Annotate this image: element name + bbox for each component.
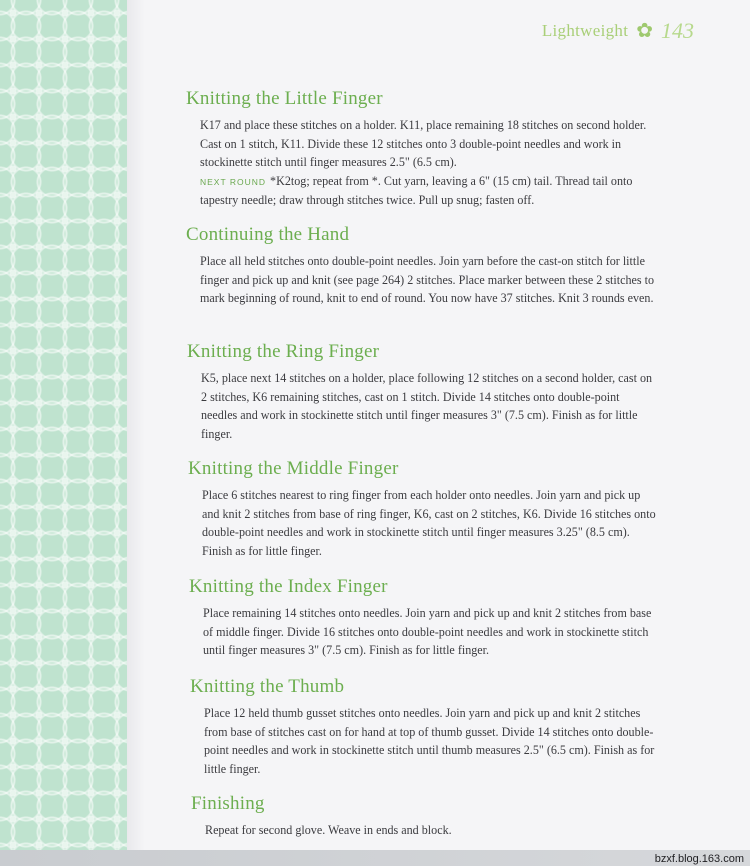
section-heading: Finishing — [191, 793, 265, 814]
section-ring-finger — [187, 341, 657, 443]
next-round-paragraph — [186, 172, 656, 210]
section-finishing — [191, 793, 661, 840]
running-title: Lightweight — [541, 21, 629, 40]
section-paragraph: Place all held stitches onto double-point needles. Join yarn before the cast-on stitch for little finger and pick up and knit (see page 264) 2 stitches. Place marker between these 2 stitches to mark beginning of round, knit to end of round. You now have 37 stitches. Knit 3 rounds even. — [200, 254, 655, 306]
next-round-text: *K2tog; repeat from *. Cut yarn, leaving a 6" (15 cm) tail. Thread tail onto tapestry needle; draw through stitches twice. Pull up snug; fasten off. — [200, 173, 633, 208]
section-heading: Knitting the Ring Finger — [187, 341, 380, 362]
section-paragraph: K5, place next 14 stitches on a holder, place following 12 stitches on a second holder, cast on 2 stitches, K6 remaining stitches, cast on 1 stitch. Divide 14 stitches onto double-point needles and work in stockinette stitch until finger measures 3" (7.5 cm). Finish as for little finger. — [201, 371, 653, 441]
section-middle-finger — [188, 458, 658, 560]
watermark: bzxf.blog.163.com — [654, 853, 744, 865]
decorative-pattern-band — [0, 0, 127, 866]
flower-icon: ✿ — [636, 20, 653, 42]
section-heading: Knitting the Index Finger — [189, 576, 388, 597]
section-paragraph: Place 6 stitches nearest to ring finger from each holder onto needles. Join yarn and pick up and knit 2 stitches from base of ring finger, K6, cast on 2 stitches, K6. Divide 16 stitches onto double-point needles and work in stockinette stitch until finger measures 3.25" (8.5 cm). Finish as for little finger. — [202, 488, 656, 558]
page-header — [542, 18, 694, 44]
section-paragraph: Place remaining 14 stitches onto needles. Join yarn and pick up and knit 2 stitches from base of middle finger. Divide 16 stitches onto double-point needles and work in stockinette stitch until finger measures 3" (7.5 cm). Finish as for little finger. — [203, 606, 652, 658]
footer-bar — [0, 850, 750, 866]
section-heading: Continuing the Hand — [186, 224, 350, 245]
section-little-finger — [186, 88, 656, 210]
section-paragraph: K17 and place these stitches on a holder. K11, place remaining 18 stitches on second holder. Cast on 1 stitch, K11. Divide these 12 stitches onto 3 double-point needles and work in stockinette stitch until finger measures 2.5" (6.5 cm). — [200, 118, 647, 170]
section-paragraph: Repeat for second glove. Weave in ends and block. — [205, 823, 452, 837]
section-heading: Knitting the Middle Finger — [188, 458, 399, 479]
section-heading: Knitting the Thumb — [190, 676, 345, 697]
section-thumb — [190, 676, 660, 778]
next-round-label: NEXT ROUND — [200, 176, 267, 187]
section-paragraph: Place 12 held thumb gusset stitches onto needles. Join yarn and pick up and knit 2 stitches from base of stitches cast on for hand at top of thumb gusset. Divide 14 stitches onto double-point needles and work in stockinette stitch until thumb measures 2.5" (6.5 cm). Finish as for little finger. — [204, 706, 655, 776]
page-number: 143 — [661, 18, 694, 43]
section-continuing-hand — [186, 224, 656, 308]
section-heading: Knitting the Little Finger — [186, 88, 383, 109]
section-index-finger — [189, 576, 659, 660]
